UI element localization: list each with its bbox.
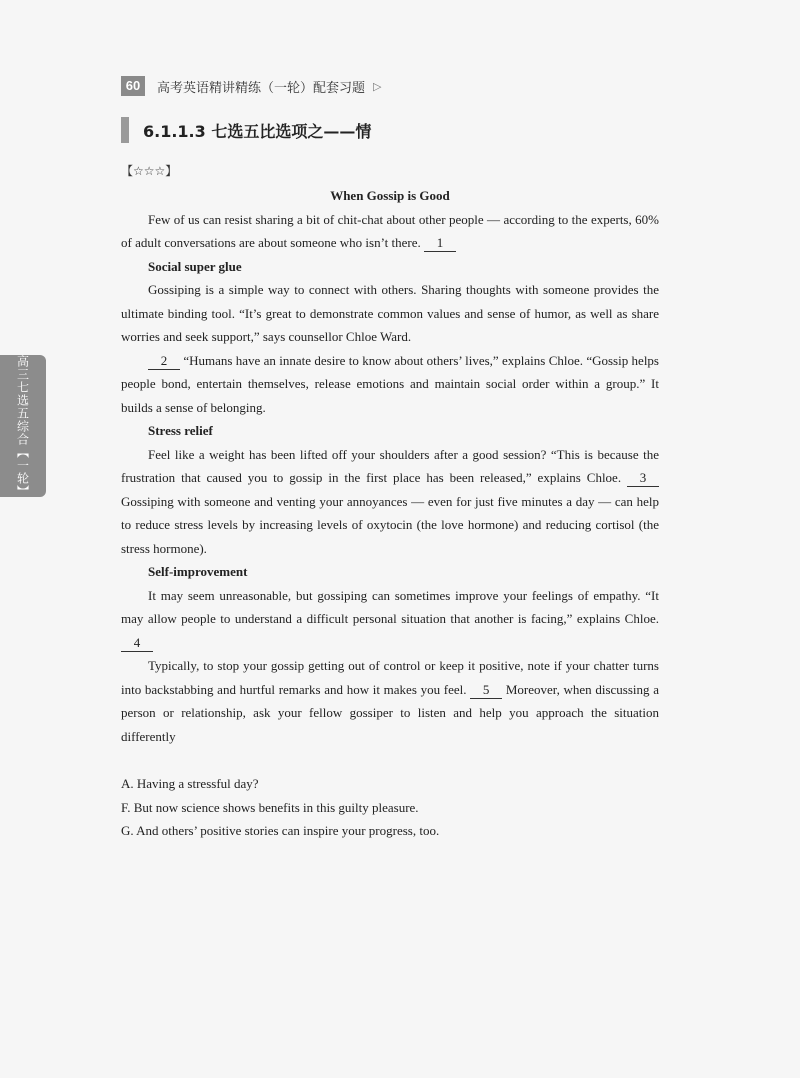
option-a: A. Having a stressful day? <box>121 776 259 791</box>
paragraph-3-text: “Humans have an innate desire to know about others’ lives,” explains Chloe. “Gossip helps people bond, entertain themselves, release emotions and maintain social order within a group.” It builds a sense of belonging. <box>121 352 659 415</box>
paragraph-1-text: Few of us can resist sharing a bit of chit-chat about other people — according to the experts, 60% of adult conversations are about someone who isn’t there. <box>121 211 659 250</box>
side-tab <box>0 355 46 497</box>
option-g: G. And others’ positive stories can inspire your progress, too. <box>121 823 440 838</box>
article-title: When Gossip is Good <box>330 188 450 203</box>
paragraph-5 <box>121 584 659 655</box>
blank-5: 5 <box>470 682 502 699</box>
blank-3: 3 <box>627 470 659 487</box>
paragraph-2: Gossiping is a simple way to connect with others. Sharing thoughts with someone provides the ultimate binding tool. “It’s great to demonstrate common values and sense of humor, as well as share worries and seek support,” says counsellor Chloe Ward. <box>121 282 659 344</box>
paragraph-4-text: Feel like a weight has been lifted off your shoulders after a good session? “This is because the frustration that caused you to gossip in the first place has been released,” explains Chloe. <box>121 446 659 485</box>
blank-4: 4 <box>121 635 153 652</box>
header-arrow-icon: ▷ <box>373 79 382 93</box>
running-header <box>121 76 381 96</box>
article <box>121 184 659 748</box>
subheading-self-improvement: Self-improvement <box>148 564 248 579</box>
paragraph-4 <box>121 443 659 561</box>
blank-2: 2 <box>148 353 180 370</box>
section-title: 6.1.1.3 七选五比选项之——情 <box>143 121 372 141</box>
paragraph-3 <box>121 349 659 420</box>
page-number: 60 <box>121 76 145 96</box>
side-tab-label: 高三七选五综合【一轮】 <box>15 355 30 498</box>
blank-1: 1 <box>424 235 456 252</box>
section-bar-decoration <box>121 117 129 143</box>
paragraph-5-text: It may seem unreasonable, but gossiping can sometimes improve your feelings of empathy. “It may allow people to understand a difficult personal situation that another is facing,” explains Chloe. <box>121 587 659 626</box>
paragraph-6-text-b: Moreover, when discussing a person or relationship, ask your fellow gossiper to listen and help you approach the situation differently <box>121 681 659 744</box>
answer-options <box>121 772 659 843</box>
paragraph-1 <box>121 208 659 255</box>
subheading-social-super-glue: Social super glue <box>148 258 242 274</box>
difficulty-rating: 【☆☆☆】 <box>121 164 178 178</box>
subheading-stress-relief: Stress relief <box>148 423 213 438</box>
book-title: 高考英语精讲精练（一轮）配套习题 <box>157 80 366 96</box>
option-f: F. But now science shows benefits in this guilty pleasure. <box>121 799 419 815</box>
paragraph-6 <box>121 654 659 748</box>
section-heading <box>121 117 371 143</box>
paragraph-6-text: Typically, to stop your gossip getting out of control or keep it positive, note if your chatter turns into backstabbing and hurtful remarks and how it makes you feel. <box>121 658 659 697</box>
paragraph-4-text-b: Gossiping with someone and venting your annoyances — even for just five minutes a day — can help to reduce stress levels by increasing levels of oxytocin (the love hormone) and reducing cortisol (the stress hormone). <box>121 493 659 556</box>
